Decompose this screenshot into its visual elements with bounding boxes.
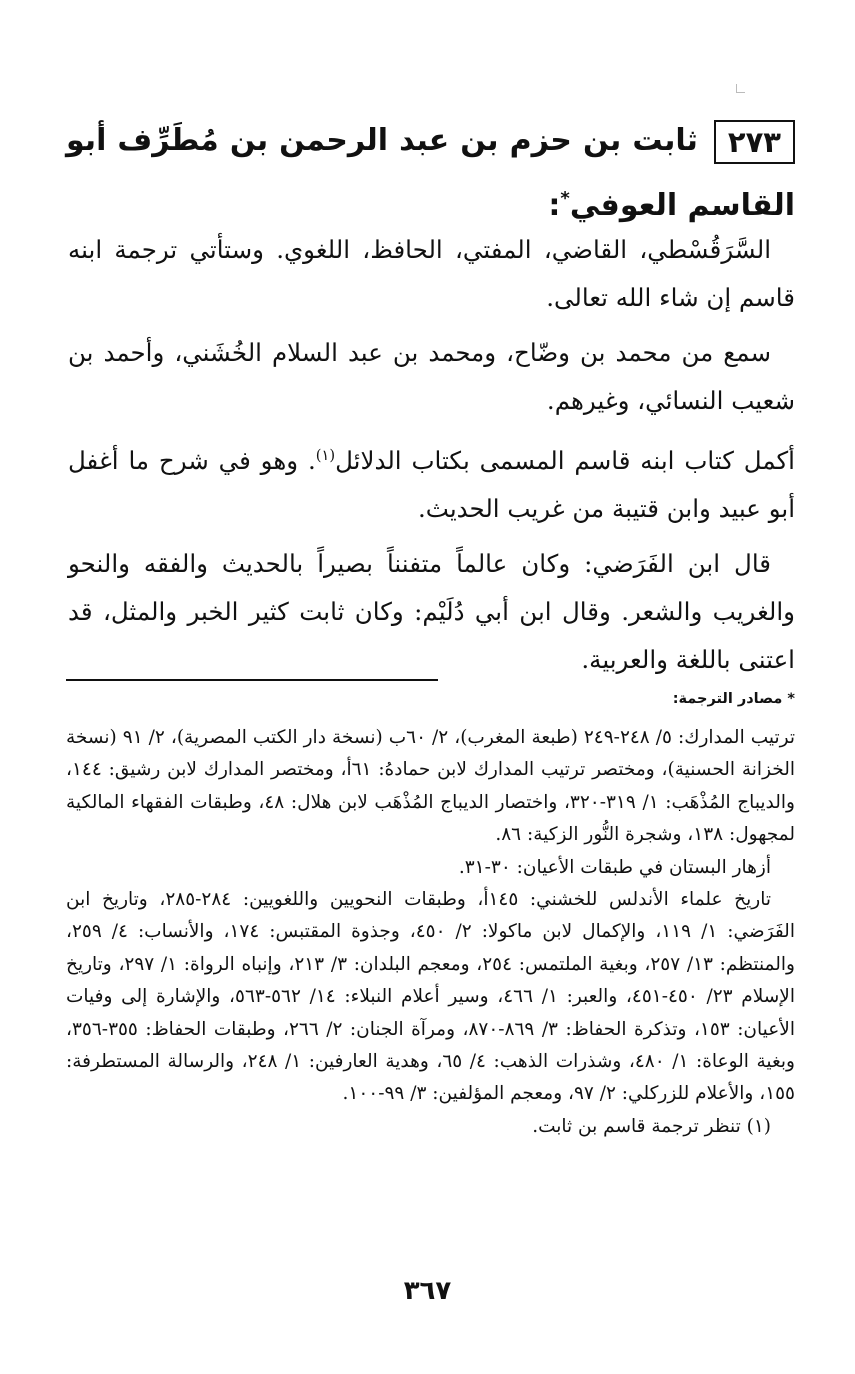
sources-azhar: أزهار البستان في طبقات الأعيان: ٣٠-٣١. [458, 856, 771, 878]
sources-title: * مصادر الترجمة: [672, 691, 795, 707]
entry-heading [66, 112, 795, 235]
sources-general: تاريخ علماء الأندلس للخشني: ١٤٥أ، وطبقات النحويين واللغويين: ٢٨٤-٢٨٥، وتاريخ ابن الفَرَضي: ١/ ١١٩، والإكمال لابن ماكولا: ٢/ ٤٥٠، وجذوة المقتبس: ١٧٤، والأنساب: ٤/ ٢٥٩، والمنتظم: ١٣/ ٢٥٧، وبغية الملتمس: ٢٥٤، ومعجم البلدان: ٣/ ٢١٣، وإنباه الرواة: ١/ ٢٩٧، وتاريخ الإسلام ٢٣/ ٤٥٠-٤٥١، والعبر: ١/ ٤٦٦، وسير أعلام النبلاء: ١٤/ ٥٦٢-٥٦٣، والإشارة إلى وفيات الأعيان: ١٥٣، وتذكرة الحفاظ: ٣/ ٨٦٩-٨٧٠، ومرآة الجنان: ٢/ ٢٦٦، وطبقات الحفاظ: ٣٥٥-٣٥٦، وبغية الوعاة: ١/ ٤٨٠، وشذرات الذهب: ٤/ ٦٥، وهدية العارفين: ١/ ٢٤٨، والرسالة المستطرفة: ١٥٥، والأعلام للزركلي: ٢/ ٩٧، ومعجم المؤلفين: ٣/ ٩٩-١٠٠. [66, 889, 795, 1105]
entry-colon: : [548, 188, 561, 223]
sources-block [66, 722, 795, 1143]
footnote-marker: (١) [315, 447, 336, 464]
works-text-end: . وهو في شرح ما أغفل أبو عبيد وابن قتيبة من غريب الحديث. [68, 446, 795, 524]
paragraph-teachers: سمع من محمد بن وضّاح، ومحمد بن عبد السلام الخُشَني، وأحمد بن شعيب النسائي، وغيرهم. [68, 338, 795, 415]
entry-name: ثابت بن حزم بن عبد الرحمن بن مُطَرِّف أبو القاسم العوفي [66, 123, 795, 223]
scan-corner-mark [736, 84, 745, 93]
footnote-text: (١) تنظر ترجمة قاسم بن ثابت. [532, 1115, 771, 1137]
paragraph-works [68, 432, 795, 533]
footnote-divider [66, 679, 438, 681]
sources-madarik: ترتيب المدارك: ٥/ ٢٤٨-٢٤٩ (طبعة المغرب)، ٢/ ٦٠ب (نسخة دار الكتب المصرية)، ٢/ ٩١ (نسخة الخزانة الحسنية)، ومختصر ترتيب المدارك لابن حمادهُ: ٦١أ، ومختصر المدارك لابن رشيق: ١٤٤، والديباج المُذْهَب: ١/ ٣١٩-٣٢٠، واختصار الديباج المُذْهَب لابن هلال: ٤٨، وطبقات الفقهاء المالكية لمجهول: ١٣٨، وشجرة النُّور الزكية: ٨٦. [66, 727, 795, 846]
paragraph-praise: قال ابن الفَرَضي: وكان عالماً متفنناً بصيراً بالحديث والفقه والنحو والغريب والشعر. وقال ابن أبي دُلَيْم: وكان ثابت كثير الخبر والمثل، قد اعتنى باللغة والعربية. [68, 549, 795, 674]
entry-number-box: ٢٧٣ [714, 120, 795, 164]
works-text-start: أكمل كتاب ابنه قاسم المسمى بكتاب الدلائل [335, 446, 795, 476]
entry-star: * [560, 188, 570, 209]
page-number: ٣٦٧ [403, 1276, 452, 1306]
paragraph-titles: السَّرَقُسْطي، القاضي، المفتي، الحافظ، اللغوي. وستأتي ترجمة ابنه قاسم إن شاء الله تعالى. [68, 235, 795, 312]
